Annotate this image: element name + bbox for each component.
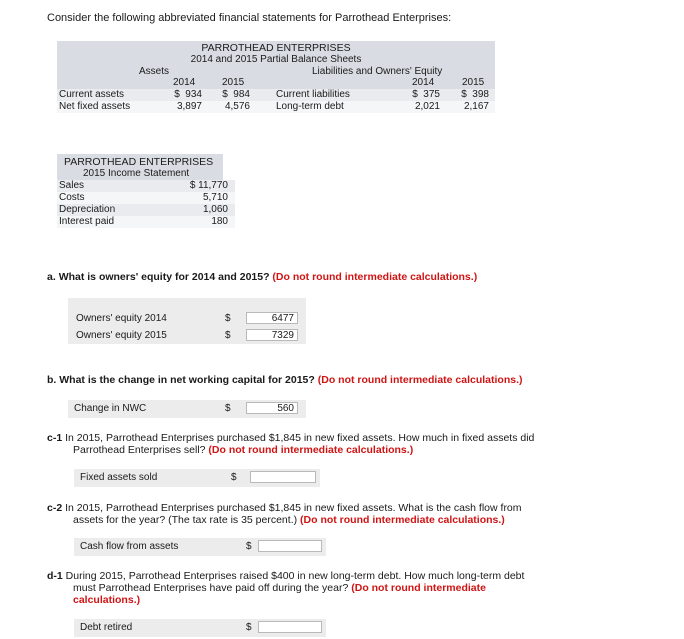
question-b-note: (Do not round intermediate calculations.) <box>317 374 523 386</box>
answer-c2-label: Cash flow from assets <box>80 541 179 552</box>
liab-year-2015: 2015 <box>462 77 485 88</box>
assets-year-2014: 2014 <box>173 77 196 88</box>
owners-equity-2015-input[interactable]: 7329 <box>246 329 298 341</box>
answer-a-label-1: Owners' equity 2014 <box>76 313 167 324</box>
question-a-label: a. <box>47 271 56 283</box>
income-row-value: 5,710 <box>202 192 228 203</box>
row-value: $ 934 <box>174 89 202 100</box>
question-c2-line2: assets for the year? (The tax rate is 35 percent.) <box>73 514 298 526</box>
question-b-text: What is the change in net working capital for 2015? <box>59 374 315 386</box>
question-d1-line1: During 2015, Parrothead Enterprises raised $400 in new long-term debt. How much long-term debt <box>65 570 525 582</box>
question-c2-label: c-2 <box>47 502 63 514</box>
row-value: 3,897 <box>176 101 202 112</box>
liabilities-header: Liabilities and Owners' Equity <box>312 66 443 77</box>
income-row-label: Interest paid <box>59 216 115 227</box>
income-row-value: 1,060 <box>202 204 228 215</box>
question-d1 <box>47 570 524 582</box>
question-b <box>47 374 523 386</box>
question-c1-cont <box>73 444 413 456</box>
row-label: Net fixed assets <box>59 101 131 112</box>
fixed-assets-sold-input[interactable] <box>250 471 316 483</box>
income-subtitle: 2015 Income Statement <box>83 168 190 179</box>
answer-b-dollar: $ <box>225 403 231 414</box>
debt-retired-input[interactable] <box>258 621 322 633</box>
liab-year-2014: 2014 <box>412 77 435 88</box>
owners-equity-2014-input[interactable]: 6477 <box>246 312 298 324</box>
intro-text: Consider the following abbreviated financial statements for Parrothead Enterprises: <box>47 12 452 24</box>
question-d1-note-a: (Do not round intermediate <box>351 582 486 594</box>
question-c1-line1: In 2015, Parrothead Enterprises purchased $1,845 in new fixed assets. How much in fixed assets did <box>65 432 535 444</box>
question-c2-line1: In 2015, Parrothead Enterprises purchased $1,845 in new fixed assets. What is the cash flow from <box>65 502 522 514</box>
answer-a-label-2: Owners' equity 2015 <box>76 330 167 341</box>
income-row-label: Costs <box>59 192 85 203</box>
income-row-value: 180 <box>211 216 228 227</box>
question-a-note: (Do not round intermediate calculations.) <box>272 271 478 283</box>
row-value: $ 375 <box>412 89 440 100</box>
question-c1-note: (Do not round intermediate calculations.) <box>208 444 414 456</box>
income-row-value: $ 11,770 <box>189 180 228 191</box>
question-a <box>47 271 477 283</box>
question-d1-note-b: calculations.) <box>73 594 141 606</box>
answer-d1-dollar: $ <box>246 622 252 633</box>
question-d1-label: d-1 <box>47 570 63 582</box>
answer-a-dollar-1: $ <box>225 313 231 324</box>
income-row-label: Sales <box>59 180 85 191</box>
question-c2-note: (Do not round intermediate calculations.) <box>300 514 505 526</box>
answer-c1-dollar: $ <box>231 472 237 483</box>
balance-company: PARROTHEAD ENTERPRISES <box>201 42 351 54</box>
answer-d1-label: Debt retired <box>80 622 133 633</box>
question-d1-cont <box>73 582 486 594</box>
question-c1-label: c-1 <box>47 432 63 444</box>
question-c2 <box>47 502 522 514</box>
row-value: $ 398 <box>461 89 489 100</box>
row-value: 2,021 <box>414 101 440 112</box>
question-d1-line2: must Parrothead Enterprises have paid off during the year? <box>73 582 349 594</box>
answer-c1-label: Fixed assets sold <box>80 472 158 483</box>
question-c1-line2: Parrothead Enterprises sell? <box>73 444 206 456</box>
answer-c2-dollar: $ <box>246 541 252 552</box>
question-c1 <box>47 432 534 444</box>
assets-header: Assets <box>139 66 170 77</box>
question-a-text: What is owners' equity for 2014 and 2015? <box>58 271 270 283</box>
balance-subtitle: 2014 and 2015 Partial Balance Sheets <box>190 54 362 65</box>
row-value: $ 984 <box>222 89 250 100</box>
income-row-label: Depreciation <box>59 204 116 215</box>
question-b-label: b. <box>47 374 57 386</box>
question-c2-cont <box>73 514 505 526</box>
assets-year-2015: 2015 <box>222 77 245 88</box>
row-label: Current assets <box>59 89 125 100</box>
row-value: 4,576 <box>224 101 250 112</box>
cash-flow-from-assets-input[interactable] <box>258 540 322 552</box>
income-company: PARROTHEAD ENTERPRISES <box>64 156 214 168</box>
answer-b-label: Change in NWC <box>74 403 147 414</box>
answer-a-dollar-2: $ <box>225 330 231 341</box>
row-label: Long-term debt <box>276 101 344 112</box>
row-label: Current liabilities <box>276 89 350 100</box>
row-value: 2,167 <box>463 101 489 112</box>
change-nwc-input[interactable]: 560 <box>246 402 298 414</box>
